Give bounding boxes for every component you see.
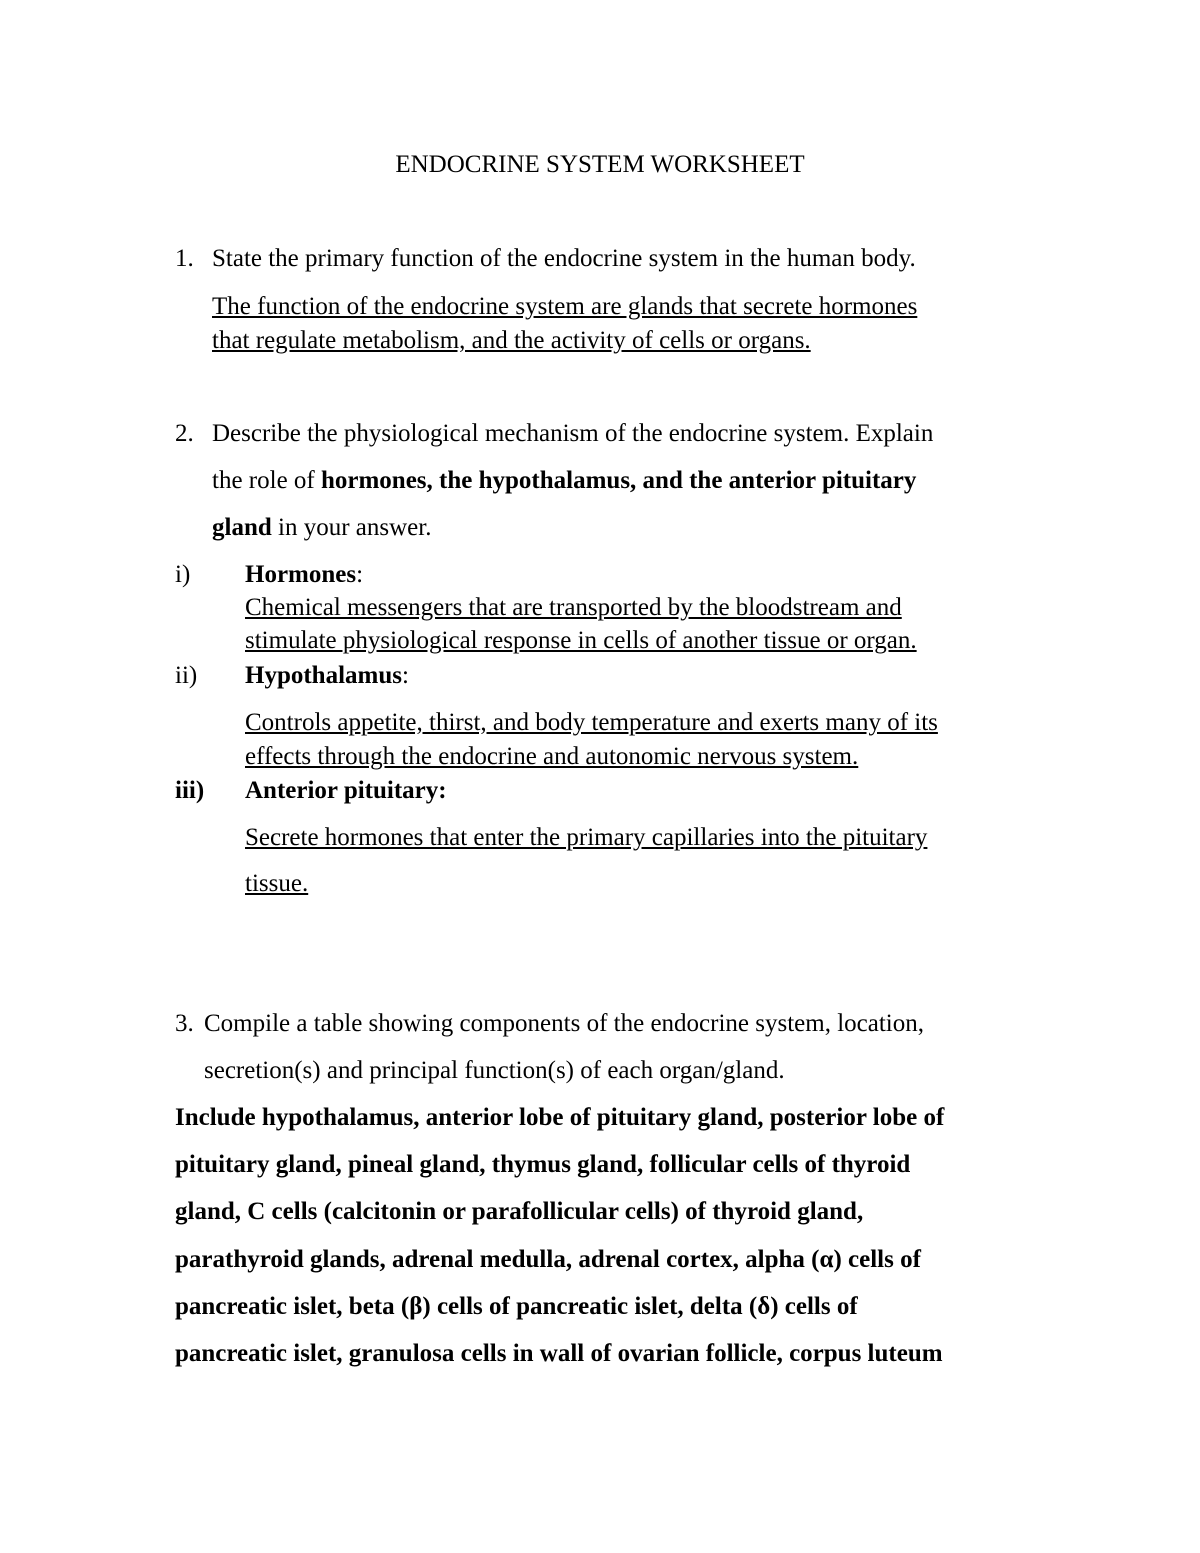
- item-ii-label-bold: Hypothalamus: [245, 662, 402, 689]
- question-2-line-3-text: in your answer.: [271, 514, 432, 541]
- item-ii-marker: ii): [175, 662, 198, 689]
- item-ii-answer-line-1: Controls appetite, thirst, and body temperature and exerts many of its: [245, 709, 938, 736]
- question-3-number: 3.: [175, 1010, 194, 1037]
- item-i-label-bold: Hormones: [245, 561, 357, 588]
- include-list-line-3: gland, C cells (calcitonin or parafollicular cells) of thyroid gland,: [175, 1198, 864, 1225]
- item-i-marker: i): [175, 561, 191, 588]
- item-iii-label-bold: Anterior pituitary:: [245, 777, 447, 804]
- question-2-line-2: [212, 466, 916, 496]
- question-1-answer-line-2: that regulate metabolism, and the activity of cells or organs.: [212, 327, 811, 354]
- item-iii-answer-line-1: Secrete hormones that enter the primary capillaries into the pituitary: [245, 824, 928, 851]
- worksheet-title: ENDOCRINE SYSTEM WORKSHEET: [395, 151, 805, 178]
- question-3-line-1: Compile a table showing components of the endocrine system, location,: [204, 1010, 924, 1037]
- include-list-line-1: Include hypothalamus, anterior lobe of pituitary gland, posterior lobe of: [175, 1104, 945, 1131]
- question-2-line-2-bold: hormones, the hypothalamus, and the anterior pituitary: [320, 467, 917, 494]
- item-i-answer-line-1: Chemical messengers that are transported by the bloodstream and: [245, 594, 902, 621]
- question-3-line-2: secretion(s) and principal function(s) of each organ/gland.: [204, 1057, 785, 1084]
- item-ii-label-suffix: :: [401, 662, 409, 689]
- item-ii-label: [245, 661, 409, 691]
- item-ii-answer-line-2: effects through the endocrine and autonomic nervous system.: [245, 743, 859, 770]
- include-list-line-5: pancreatic islet, beta (β) cells of pancreatic islet, delta (δ) cells of: [175, 1293, 858, 1320]
- question-1-number: 1.: [175, 245, 194, 272]
- item-iii-marker: iii): [175, 777, 205, 804]
- question-2-line-1: Describe the physiological mechanism of the endocrine system. Explain: [212, 420, 934, 447]
- item-iii-label: [245, 776, 447, 806]
- include-list-line-2: pituitary gland, pineal gland, thymus gland, follicular cells of thyroid: [175, 1151, 911, 1178]
- item-i-answer-line-2: stimulate physiological response in cells of another tissue or organ.: [245, 627, 917, 654]
- item-i-label: [245, 560, 363, 590]
- item-iii-answer-line-2: tissue.: [245, 870, 309, 897]
- item-i-label-suffix: :: [356, 561, 364, 588]
- question-2-line-2-text: the role of: [212, 467, 321, 494]
- question-2-line-3-bold: gland: [212, 514, 272, 541]
- question-1-answer-line-1: The function of the endocrine system are glands that secrete hormones: [212, 293, 918, 320]
- include-list-line-4: parathyroid glands, adrenal medulla, adrenal cortex, alpha (α) cells of: [175, 1246, 921, 1273]
- question-2-number: 2.: [175, 420, 194, 447]
- include-list-line-6: pancreatic islet, granulosa cells in wall of ovarian follicle, corpus luteum: [175, 1340, 943, 1367]
- question-1-prompt: State the primary function of the endocrine system in the human body.: [212, 245, 916, 272]
- question-2-line-3: [212, 513, 431, 543]
